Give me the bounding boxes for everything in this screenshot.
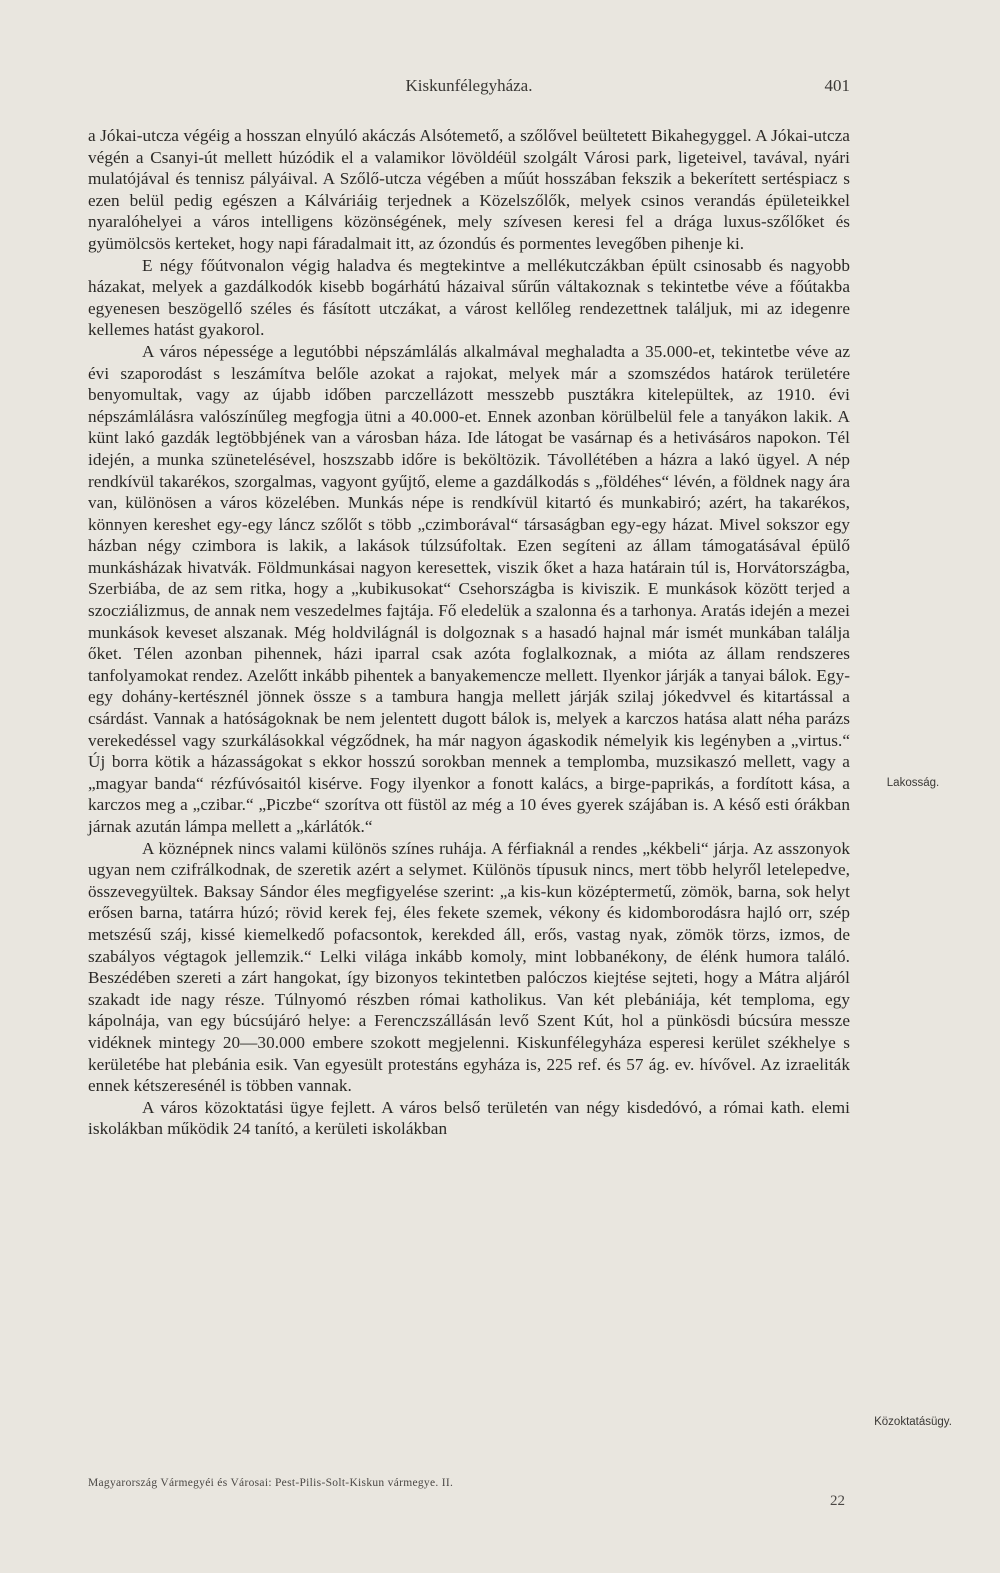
paragraph: a Jókai-utcza végéig a hosszan elnyúló akáczás Alsótemető, a szőlővel beültetett Bikahegyggel. A Jókai-utcza végén a Csanyi-út mellett húzódik el a valamikor lövöldéül szolgált Városi park, ligeteivel, tavával, nyári mulatójával és tennisz pályáival. A Szőlő-utcza végében a műút hosszában fekszik a bekerített sertéspiacz s ezen belül pedig egészen a Kálváriáig terjednek a Közelszőlők, melyek csinos verandás épületeikkel nyaralóhelyei a város intelligens közönségének, mely szívesen keresi fel a drága luxus-szőlőket és gyümölcsös kerteket, hogy napi fáradalmait itt, az ózondús és pormentes levegőben pihenje ki. xyxy=(88,126,850,253)
paragraph: A köznépnek nincs valami különös színes ruhája. A férfiaknál a rendes „kékbeli“ járja. Az asszonyok ugyan nem czifrálkodnak, de szeretik azért a selymet. Különös típusuk nincs, mert több helyről letelepedve, összevegyültek. Baksay Sándor éles megfigyelése szerint: „a kis-kun középtermetű, zömök, barna, sok helyt erősen barna, tatárra húzó; rövid kerek fej, éles fekete szemek, vékony és kidomborodásra hajló orr, szép metszésű száj, kissé kiemelkedő pofacsontok, kerekded áll, erős, vastag nyak, zömök törzs, izmos, de szabályos végtagok jellemzik.“ Lelki világa inkább komoly, mint lobbanékony, de élénk humora találó. Beszédében szereti a zárt hangokat, így bizonyos tekintetben palóczos kiejtése sejteti, hogy a Mátra aljáról szakadt ide nagy része. Túlnyomó részben római katholikus. Van két plebániája, két temploma, egy kápolnája, van egy búcsújáró helye: a Ferenczszállásán levő Szent Kút, hol a pünkösdi búcsúra messze vidéknek mintegy 20—30.000 embere szokott megjelenni. Kiskunfélegyháza esperesi kerület székhelye s kerületébe hat plebánia esik. Van egyesült protestáns egyháza is, 225 ref. és 57 ág. ev. hívővel. Az izraeliták ennek kétszeresénél is többen vannak. xyxy=(88,838,850,1096)
footer-line: Magyarország Vármegyéi és Városai: Pest-Pilis-Solt-Kiskun vármegye. II. xyxy=(88,1477,454,1489)
paragraph: A város közoktatási ügye fejlett. A város belső területén van négy kisdedóvó, a római kath. elemi iskolákban működik 24 tanító, a kerületi iskolákban xyxy=(88,1097,850,1139)
signature-mark: 22 xyxy=(830,1493,845,1509)
running-title: Kiskunfélegyháza. xyxy=(405,76,533,95)
paragraph: E négy főútvonalon végig haladva és megtekintve a mellékutczákban épült csinosabb és nagyobb házakat, melyek a gazdálkodók kisebb bogárhátú házaival sűrűn váltakoznak s tekintetbe véve a főútakba egyenesen beszögellő széles és fásított utczákat, a várost kellőleg rendezettnek találjuk, mi az idegenre kellemes hatást gyakorol. xyxy=(88,255,850,340)
body-text xyxy=(88,125,850,1140)
margin-note-lakossag: Lakosság. xyxy=(886,777,940,789)
paragraph: A város népessége a legutóbbi népszámlálás alkalmával meghaladta a 35.000-et, tekintetbe véve az évi szaporodást s leszámítva belőle azokat a rajokat, melyek már a szomszédos határok területére benyomultak, vagy az újabb időben parczellázott messzebb pusztákra kitelepültek, az 1910. évi népszámlálásra valószínűleg megfogja ütni a 40.000-et. Ennek azonban körülbelül fele a tanyákon lakik. A künt lakó gazdák legtöbbjének van a városban háza. Ide látogat be vasárnap és a hetivásáros napokon. Tél idején, a munka szünetelésével, hoszszabb időre is beköltözik. Távollétében a házra a lakó ügyel. A nép rendkívül takarékos, szorgalmas, vagyont gyűjtő, eleme a gazdálkodás s „földéhes“ lévén, a földnek nagy ára van, különösen a város közelében. Munkás népe is rendkívül kitartó és munkabiró; azért, ha takarékos, könnyen kereshet egy-egy láncz szőlőt s több „czimborával“ társaságban egy-egy házat. Mivel sokszor egy házban négy czimbora is lakik, a lakások túlzsúfoltak. Ezen segíteni az állam támogatásával épülő munkásházak hivatvák. Földmunkásai nagyon keresettek, viszik őket a haza határain túl is, Horvátországba, Szerbiába, de az sem ritka, hogy a „kubikusokat“ Csehországba is kiviszik. E munkások között terjed a szocziálizmus, de annak nem veszedelmes fajtája. Fő eledelük a szalonna és a tarhonya. Aratás idején a mezei munkások keveset alszanak. Még holdvilágnál is dolgoznak s a hasadó hajnal már ismét munkában találja őket. Télen azonban pihennek, házi iparral csak azóta foglalkoznak, a mióta az állam rendszeres tanfolyamokat rendez. Azelőtt inkább pihentek a banyakemencze mellett. Ilyenkor járják a tanyai bálok. Egy-egy dohány-kertésznél jönnek össze s a tambura hangja mellett járják szilaj jókedvvel és kitartással a csárdást. Vannak a hatóságoknak be nem jelentett dugott bálok is, melyek a karczos hatása alatt néha parázs verekedéssel vagy szurkálásokkal végződnek, ha már nagyon ágaskodik némelyik kis legényben a „virtus.“ Új borra kötik a házasságokat s ekkor hosszú sorokban mennek a templomba, muzsikaszó mellett, vagy a „magyar banda“ rézfúvósaitól kisérve. Fogy ilyenkor a fonott kalács, a birge-paprikás, a fordított kása, a karczos meg a „czibar.“ „Piczbe“ szorítva ott füstöl az még a 10 éves gyerek szájában is. A késő esti órákban járnak azután lámpa mellett a „kárlátók.“ xyxy=(88,341,850,836)
margin-note-kozoktatas: Közoktatásügy. xyxy=(874,1416,952,1428)
page-number: 401 xyxy=(824,76,850,95)
